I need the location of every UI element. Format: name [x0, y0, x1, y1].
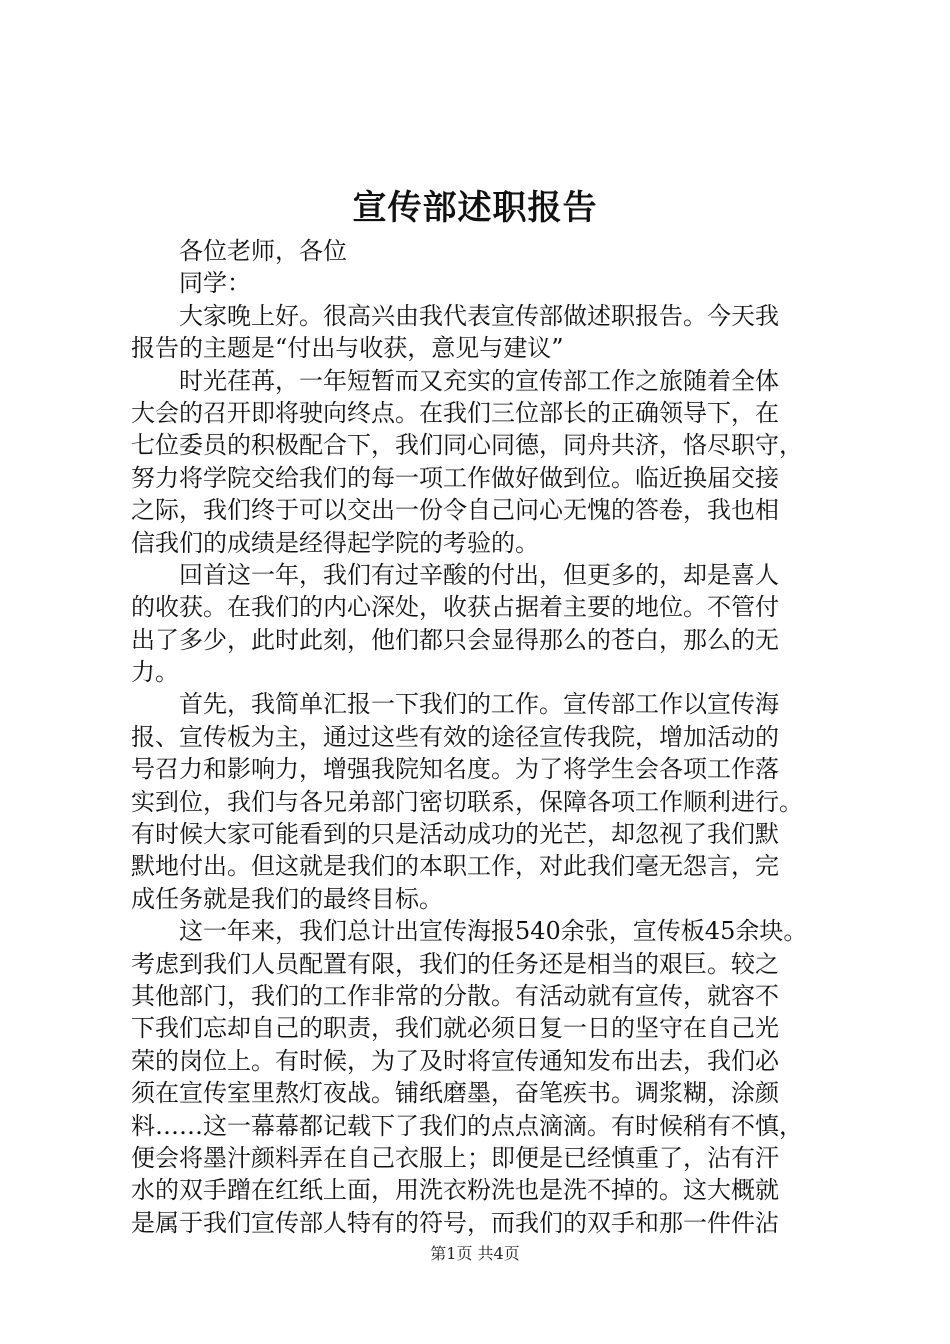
text-line: 首先，我简单汇报一下我们的工作。宣传部工作以宣传海 [179, 690, 779, 719]
text-line: 报告的主题是“付出与收获，意见与建议” [131, 334, 564, 363]
text-line: 之际，我们终于可以交出一份令自己问心无愧的答卷，我也相 [131, 496, 779, 525]
text-line: 有时候大家可能看到的只是活动成功的光芒，却忽视了我们默 [131, 820, 779, 849]
text-line: 大会的召开即将驶向终点。在我们三位部长的正确领导下，在 [131, 398, 779, 427]
text-line: 各位老师，各位 [179, 237, 347, 265]
text-line: 的收获。在我们的内心深处，收获占据着主要的地位。不管付 [131, 593, 779, 622]
text-line: 须在宣传室里熬灯夜战。铺纸磨墨，奋笔疾书。调浆糊，涂颜 [131, 1079, 779, 1108]
text-line: 这一年来，我们总计出宣传海报540余张，宣传板45余块。 [179, 917, 808, 946]
text-line: 回首这一年，我们有过辛酸的付出，但更多的，却是喜人 [179, 560, 779, 589]
text-line: 料……这一幕幕都记载下了我们的点点滴滴。有时候稍有不慎， [131, 1111, 803, 1140]
text-line: 成任务就是我们的最终目标。 [131, 884, 443, 913]
text-line: 其他部门，我们的工作非常的分散。有活动就有宣传，就容不 [131, 981, 779, 1010]
document-body [131, 235, 831, 1239]
text-line: 荣的岗位上。有时候，为了及时将宣传通知发布出去，我们必 [131, 1046, 779, 1075]
text-line: 七位委员的积极配合下，我们同心同德，同舟共济，恪尽职守， [131, 431, 803, 460]
text-line: 考虑到我们人员配置有限，我们的任务还是相当的艰巨。较之 [131, 949, 779, 978]
text-line: 信我们的成绩是经得起学院的考验的。 [131, 528, 539, 557]
text-line: 同学： [179, 269, 251, 298]
text-line: 号召力和影响力，增强我院知名度。为了将学生会各项工作落 [131, 755, 779, 784]
text-line: 下我们忘却自己的职责，我们就必须日复一日的坚守在自己光 [131, 1014, 779, 1043]
text-line: 默地付出。但这就是我们的本职工作，对此我们毫无怨言，完 [131, 852, 779, 881]
text-line: 便会将墨汁颜料弄在自己衣服上；即便是已经慎重了，沾有汗 [131, 1143, 779, 1172]
text-line: 时光荏苒，一年短暂而又充实的宣传部工作之旅随着全体 [179, 366, 779, 395]
text-line: 实到位，我们与各兄弟部门密切联系，保障各项工作顺利进行。 [131, 787, 803, 816]
text-line: 力。 [131, 658, 179, 687]
text-line: 大家晚上好。很高兴由我代表宣传部做述职报告。今天我 [179, 301, 779, 330]
text-line: 报、宣传板为主，通过这些有效的途径宣传我院，增加活动的 [131, 722, 779, 751]
page-footer: 第1页 共4页 [430, 1244, 520, 1263]
document-title: 宣传部述职报告 [352, 188, 598, 228]
text-line: 是属于我们宣传部人特有的符号，而我们的双手和那一件件沾 [131, 1208, 779, 1237]
text-line: 水的双手蹭在红纸上面，用洗衣粉洗也是洗不掉的。这大概就 [131, 1176, 779, 1205]
text-line: 出了多少，此时此刻，他们都只会显得那么的苍白，那么的无 [131, 625, 779, 654]
text-line: 努力将学院交给我们的每一项工作做好做到位。临近换届交接 [131, 463, 779, 492]
